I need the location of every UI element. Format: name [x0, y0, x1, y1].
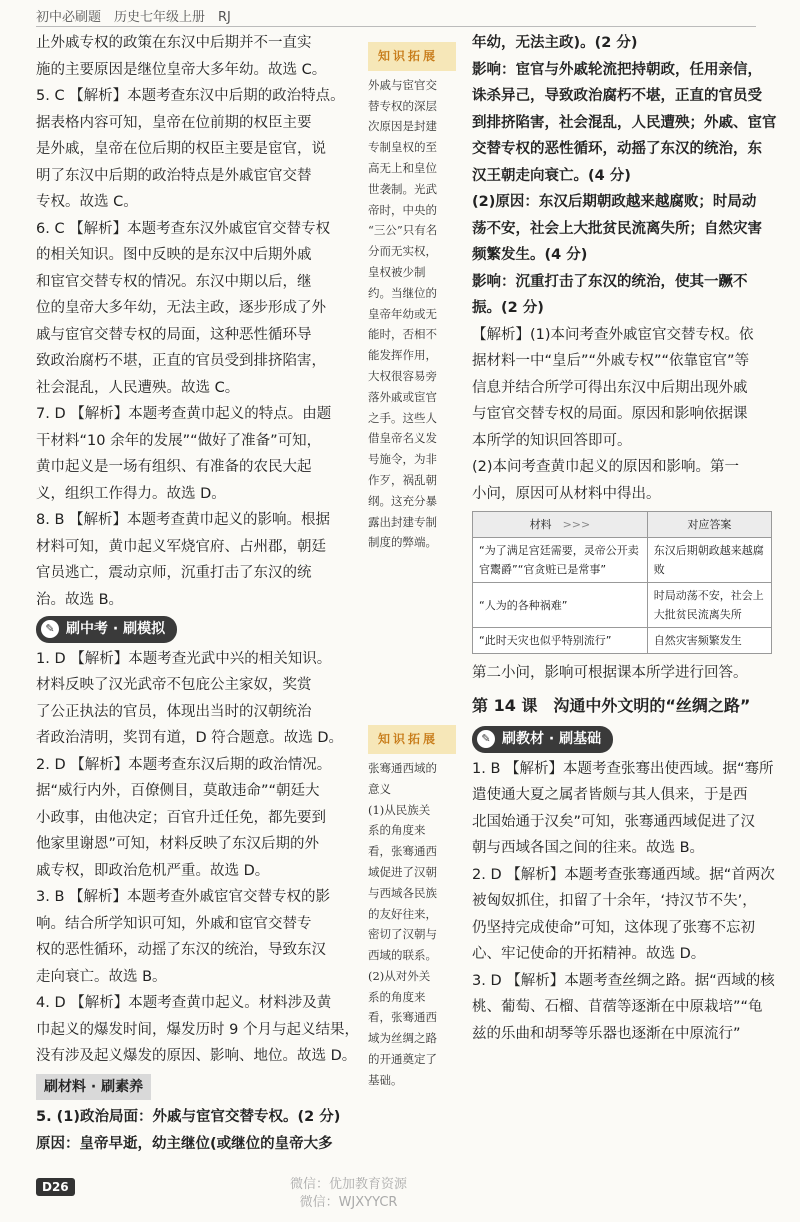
sidebar-line: 域为丝绸之路: [368, 1031, 437, 1046]
text-line: 汉王朝走向衰亡。(4 分): [472, 167, 631, 184]
sidebar-line: “三公”只有名: [368, 223, 438, 238]
sidebar-line: 系的角度来: [368, 989, 426, 1004]
text-line: 仍坚持完成使命”可知，这体现了张骞不忘初: [472, 919, 756, 936]
section-label: 刷中考 · 刷模拟: [66, 621, 166, 637]
sidebar-line: 皇权被少制: [368, 264, 426, 279]
text-line: 他家里谢恩”可知，材料反映了东汉后期的外: [36, 836, 320, 852]
sidebar-line: 之手。这些人: [368, 410, 437, 425]
text-line: 兹的乐曲和胡琴等乐器也逐渐在中原流行”: [472, 1025, 741, 1042]
text-line: 朝与西域各国之间的往来。故选 B。: [472, 840, 705, 856]
text-line: 和宦官交替专权的情况。东汉中期以后，继: [36, 273, 312, 290]
text-line: 材料反映了汉光武帝不包庇公主家奴，奖赏: [36, 677, 312, 693]
answer-item: 1. D 【解析】本题考查光武中兴的相关知识。: [36, 650, 332, 667]
table-header-row: [473, 512, 772, 538]
sidebar-line: 与西域各民族: [368, 885, 437, 900]
sidebar-line: 高无上和皇位: [368, 160, 437, 175]
answer-cell: 自然灾害频繁发生: [647, 628, 771, 654]
text-line: 致政治腐朽不堪，正直的官员受到排挤陷害，: [36, 353, 326, 369]
answer-table: [472, 511, 772, 654]
text-line: 戚与宦官交替专权的局面，这种恶性循环导: [36, 326, 312, 343]
knowledge-sidebar: [368, 30, 456, 1091]
table-header-answer: 对应答案: [647, 512, 771, 538]
text-line: 据“威行内外，百僚侧目，莫敢违命”“朝廷大: [36, 783, 320, 799]
text-line: 官员逃亡，震动京师，沉重打击了东汉的统: [36, 565, 312, 581]
text-line: 被匈奴抓住，扣留了十余年，‘持汉节不失’，: [472, 893, 757, 909]
text-line: 位的皇帝大多年幼，无法主政，逐步形成了外: [36, 300, 326, 316]
text-line: 频繁发生。(4 分): [472, 247, 588, 263]
answer-item: 6. C 【解析】本题考查东汉外戚宦官交替专权: [36, 220, 331, 237]
text-line: 的相关知识。图中反映的是东汉中后期外戚: [36, 247, 312, 263]
text-line: 据材料一中“皇后”“外戚专权”“依靠宦官”等: [472, 353, 750, 369]
text-line: 黄巾起义是一场有组织、有准备的农民大起: [36, 459, 312, 475]
text-line: 是外戚，皇帝在位后期的权臣主要是宦官，说: [36, 141, 326, 157]
answer-item: 3. B 【解析】本题考查外戚宦官交替专权的影: [36, 889, 330, 905]
answer-item: 2. D 【解析】本题考查东汉后期的政治情况。: [36, 756, 332, 773]
sidebar-line: 看，张骞通西: [368, 1010, 437, 1025]
sidebar-line: 外戚与宦官交: [368, 77, 437, 92]
answer-item: 8. B 【解析】本题考查黄巾起义的影响。根据: [36, 512, 330, 528]
material-cell: “为了满足宫廷需要，灵帝公开卖官鬻爵”“官贪赃已是常事”: [473, 538, 648, 583]
text-line: 据表格内容可知，皇帝在位前期的权臣主要: [36, 114, 312, 131]
text-line: 小问，原因可从材料中得出。: [472, 485, 661, 502]
text-line: 原因：皇帝早逝，幼主继位(或继位的皇帝大多: [36, 1135, 333, 1152]
section-heading: [472, 726, 613, 753]
sidebar-line: 露出封建专制: [368, 514, 437, 529]
text-line: 年幼，无法主政)。(2 分): [472, 35, 638, 51]
section-heading: 刷材料 · 刷素养: [36, 1074, 151, 1101]
arrow-icon: >>>: [562, 518, 591, 531]
watermark-line: 微信：WJXYYCR: [299, 1195, 398, 1210]
sidebar-line: 西域的联系。: [368, 948, 437, 963]
answer-item: 1. B 【解析】本题考查张骞出使西域。据“骞所: [472, 760, 774, 777]
sidebar-line: 替专权的深层: [368, 98, 437, 113]
text-line: 戚专权，即政治危机严重。故选 D。: [36, 862, 270, 879]
text-line: 干材料“10 余年的发展”“做好了准备”可知，: [36, 432, 322, 449]
text-line: 遣使通大夏之属者皆颇与其人俱来，于是西: [472, 787, 748, 803]
text-line: 没有涉及起义爆发的原因、影响、地位。故选 D。: [36, 1048, 357, 1064]
text-line: [36, 613, 364, 646]
text-line: [472, 723, 780, 756]
text-line: (2)原因：东汉后期朝政越来越腐败；时局动: [472, 194, 757, 210]
text-line: 材料可知，黄巾起义军烧官府、占州郡，朝廷: [36, 538, 326, 555]
text-line: 振。(2 分): [472, 300, 544, 316]
answer-cell: 东汉后期朝政越来越腐败: [647, 538, 771, 583]
sidebar-line: 能发挥作用，: [368, 348, 437, 363]
text-line: 治。故选 B。: [36, 591, 124, 608]
text-line: 走向衰亡。故选 B。: [36, 968, 167, 985]
sidebar-line: 基础。: [368, 1072, 403, 1087]
table-row: [473, 583, 772, 628]
sidebar-line: 皇帝年幼或无: [368, 306, 437, 321]
answer-item: 4. D 【解析】本题考查黄巾起义。材料涉及黄: [36, 995, 332, 1011]
text-line: [36, 1070, 364, 1105]
sidebar-line: 看，张骞通西: [368, 844, 437, 859]
text-line: 诛杀异己，导致政治腐朽不堪，正直的官员受: [472, 88, 762, 104]
sidebar-line: 纲。这充分暴: [368, 493, 437, 508]
text-line: 本所学的知识回答即可。: [472, 432, 632, 449]
sidebar-line: 能时，否相不: [368, 327, 437, 342]
sidebar-line: (1)从民族关: [368, 802, 431, 817]
section-label: 刷教材 · 刷基础: [502, 731, 602, 747]
sidebar-line: 张骞通西域的: [368, 760, 437, 775]
text-line: 【解析】(1)本问考查外戚宦官交替专权。依: [472, 326, 754, 343]
sidebar-line: 世袭制。光武: [368, 181, 437, 196]
table-row: [473, 628, 772, 654]
text-line: 小政事，由他决定；百官升迁任免，都先要到: [36, 809, 326, 826]
text-line: 北国始通于汉矣”可知，张骞通西域促进了汉: [472, 813, 756, 830]
text-line: 专权。故选 C。: [36, 194, 138, 210]
table-row: [473, 538, 772, 583]
watermark: [290, 1176, 407, 1212]
sidebar-line: 作歹，祸乱朝: [368, 472, 437, 487]
answer-item: 5. C 【解析】本题考查东汉中后期的政治特点。: [36, 88, 345, 104]
sidebar-line: 意义: [368, 781, 391, 796]
page-header: 初中必刷题 历史七年级上册 RJ: [36, 6, 756, 27]
sidebar-line: 借皇帝名义发: [368, 431, 437, 446]
text-line: 止外戚专权的政策在东汉中后期并不一直实: [36, 35, 312, 51]
text-line: 施的主要原因是继位皇帝大多年幼。故选 C。: [36, 61, 327, 78]
page-number: D26: [36, 1178, 75, 1196]
answer-item: 7. D 【解析】本题考查黄巾起义的特点。由题: [36, 406, 332, 422]
right-column: [472, 30, 780, 1047]
sidebar-line: 帝时，中央的: [368, 202, 437, 217]
text-line: 影响：沉重打击了东汉的统治，使其一蹶不: [472, 273, 748, 290]
text-line: 社会混乱，人民遭殃。故选 C。: [36, 379, 240, 396]
text-line: 荡不安，社会上大批贫民流离失所；自然灾害: [472, 220, 762, 237]
table-header-material: [473, 512, 648, 538]
text-line: 影响：宦官与外戚轮流把持朝政，任用亲信，: [472, 61, 762, 78]
text-line: (2)本问考查黄巾起义的原因和影响。第一: [472, 459, 740, 475]
sidebar-line: 的友好往来，: [368, 906, 437, 921]
section-heading: [36, 616, 177, 643]
knowledge-box-2: [368, 725, 456, 1091]
answer-item: 5. (1)政治局面：外戚与宦官交替专权。(2 分): [36, 1109, 341, 1125]
sidebar-line: 分而无实权，: [368, 244, 437, 259]
sidebar-line: (2)从对外关: [368, 968, 431, 983]
text-line: 第二小问，影响可根据课本所学进行回答。: [472, 665, 748, 681]
text-line: 义，组织工作得力。故选 D。: [36, 485, 226, 502]
answer-item: 2. D 【解析】本题考查张骞通西域。据“首两次: [472, 866, 775, 883]
text-line: 到排挤陷害，社会混乱，人民遭殃；外戚、宦官: [472, 114, 777, 131]
sidebar-line: 专制皇权的至: [368, 140, 437, 155]
text-line: 权的恶性循环，动摇了东汉的统治，导致东汉: [36, 942, 326, 958]
sidebar-line: 制度的弊端。: [368, 535, 437, 550]
text-line: 交替专权的恶性循环，动摇了东汉的统治，东: [472, 141, 762, 157]
text-line: 响。结合所学知识可知，外戚和宦官交替专: [36, 915, 312, 932]
knowledge-box-body: [368, 758, 456, 1091]
text-line: 信息并结合所学可得出东汉中后期出现外戚: [472, 379, 748, 396]
text-line: 了公正执法的官员，体现出当时的汉朝统治: [36, 703, 312, 720]
sidebar-line: 号施令，为非: [368, 452, 437, 467]
sidebar-line: 大权很容易旁: [368, 368, 437, 383]
answer-block: [472, 30, 780, 507]
sidebar-line: 的开通奠定了: [368, 1052, 437, 1067]
text-line: 巾起义的爆发时间，爆发历时 9 个月与起义结果，: [36, 1021, 359, 1038]
knowledge-box-body: [368, 75, 456, 553]
pencil-icon: ✎: [41, 620, 59, 638]
knowledge-box-title: 知识拓展: [368, 42, 456, 71]
text-line: 桃、葡萄、石榴、苜蓿等逐渐在中原栽培”“龟: [472, 999, 763, 1015]
left-column: [36, 30, 364, 1157]
text-line: 与宦官交替专权的局面。原因和影响依据课: [472, 406, 748, 422]
knowledge-box-1: [368, 42, 456, 553]
knowledge-box-title: 知识拓展: [368, 725, 456, 754]
material-cell: “此时天灾也似乎特别流行”: [473, 628, 648, 654]
sidebar-line: 约。当继位的: [368, 285, 437, 300]
answer-cell: 时局动荡不安，社会上大批贫民流离失所: [647, 583, 771, 628]
header-label: 材料: [529, 518, 552, 531]
sidebar-line: 落外戚或宦官: [368, 389, 437, 404]
material-cell: “人为的各种祸难”: [473, 583, 648, 628]
lesson-title: 第 14 课 沟通中外文明的“丝绸之路”: [472, 695, 751, 715]
sidebar-line: 次原因是封建: [368, 119, 437, 134]
sidebar-line: 系的角度来: [368, 823, 426, 838]
sidebar-line: 域促进了汉朝: [368, 864, 437, 879]
answer-block: [472, 660, 780, 1047]
sidebar-line: 密切了汉朝与: [368, 927, 437, 942]
text-line: 明了东汉中后期的政治特点是外戚宦官交替: [36, 167, 312, 184]
pencil-icon: ✎: [477, 730, 495, 748]
answer-item: 3. D 【解析】本题考查丝绸之路。据“西域的核: [472, 972, 775, 989]
text-line: 心、牢记使命的开拓精神。故选 D。: [472, 946, 706, 962]
watermark-line: 微信：优加教育资源: [290, 1177, 408, 1192]
text-line: 者政治清明，奖罚有道，D 符合题意。故选 D。: [36, 730, 344, 746]
